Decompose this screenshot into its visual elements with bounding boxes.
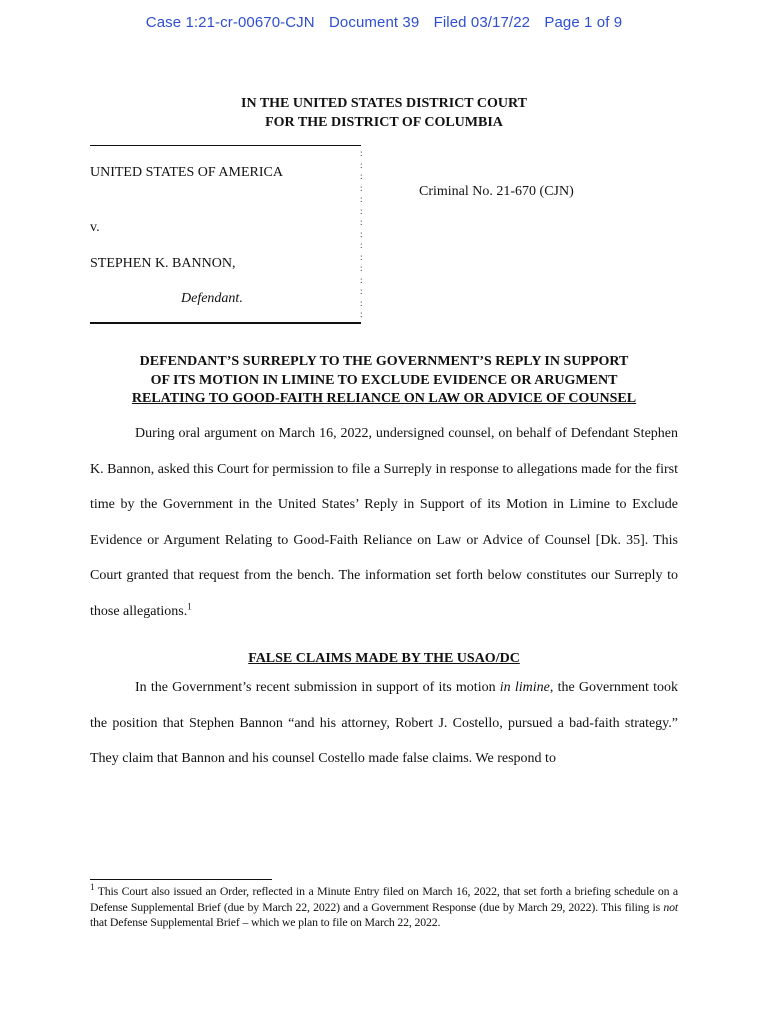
criminal-case-number: Criminal No. 21-670 (CJN)	[419, 184, 574, 199]
paragraph-false-claims-text-1: In the Government’s recent submission in support of its motion	[135, 680, 500, 695]
caption-defendant-role: Defendant.	[181, 291, 243, 306]
ecf-page-number: Page 1 of 9	[544, 14, 623, 31]
court-line-1: IN THE UNITED STATES DISTRICT COURT	[241, 96, 527, 111]
paragraph-intro-text: During oral argument on March 16, 2022, undersigned counsel, on behalf of Defendant Stephen K. Bannon, asked this Court for permission to file a Surreply in response to allegations made for the first time by the Government in the United States’ Reply in Support of its Motion in Limine to Exclude Evidence or Argument Relating to Good-Faith Reliance on Law or Advice of Counsel [Dk. 35]. This Court granted that request from the bench. The information set forth below constitutes our Surreply to those allegations.	[90, 426, 678, 619]
paragraph-false-claims	[90, 670, 678, 777]
title-line-2: OF ITS MOTION IN LIMINE TO EXCLUDE EVIDENCE OR ARUGMENT	[150, 372, 618, 388]
paragraph-false-claims-italic: in limine	[499, 680, 550, 695]
caption-defendant-name: STEPHEN K. BANNON,	[90, 256, 236, 271]
caption-colon-column: : : : : : : : : : : : : : : :	[360, 148, 363, 319]
footnote-marker: 1	[90, 882, 95, 893]
caption-bottom-rule	[90, 322, 361, 324]
title-line-1: DEFENDANT’S SURREPLY TO THE GOVERNMENT’S REPLY IN SUPPORT	[139, 354, 629, 369]
footnote-separator	[90, 879, 272, 880]
ecf-filed-date: Filed 03/17/22	[433, 14, 531, 31]
court-heading	[0, 94, 768, 132]
footnote-text-1: This Court also issued an Order, reflected in a Minute Entry filed on March 16, 2022, that set forth a briefing schedule on a Defense Supplemental Brief (due by March 22, 2022) and a Government Response (due by March 29, 2022). This filing is	[90, 884, 678, 914]
caption-top-rule	[90, 145, 361, 146]
paragraph-false-claims-text-2: , the Government took the position that Stephen Bannon “and his attorney, Robert J. Costello, pursued a bad-faith strategy.” They claim that Bannon and his counsel Costello made false claims. We respond to	[90, 680, 678, 767]
ecf-case-number: Case 1:21-cr-00670-CJN	[145, 14, 315, 31]
paragraph-intro	[90, 416, 678, 630]
footnote-1	[90, 884, 678, 931]
footnote-text-2: that Defense Supplemental Brief – which we plan to file on March 22, 2022.	[90, 915, 441, 929]
document-title	[0, 353, 768, 409]
ecf-document-number: Document 39	[329, 14, 420, 31]
footnote-reference: 1	[187, 601, 192, 612]
caption-versus: v.	[90, 220, 100, 235]
title-line-3: RELATING TO GOOD-FAITH RELIANCE ON LAW OR ADVICE OF COUNSEL	[131, 391, 637, 406]
court-line-2: FOR THE DISTRICT OF COLUMBIA	[265, 115, 503, 130]
section-heading: FALSE CLAIMS MADE BY THE USAO/DC	[248, 651, 520, 666]
footnote-italic: not	[663, 899, 678, 914]
caption-plaintiff: UNITED STATES OF AMERICA	[90, 165, 283, 180]
ecf-header	[0, 14, 768, 31]
